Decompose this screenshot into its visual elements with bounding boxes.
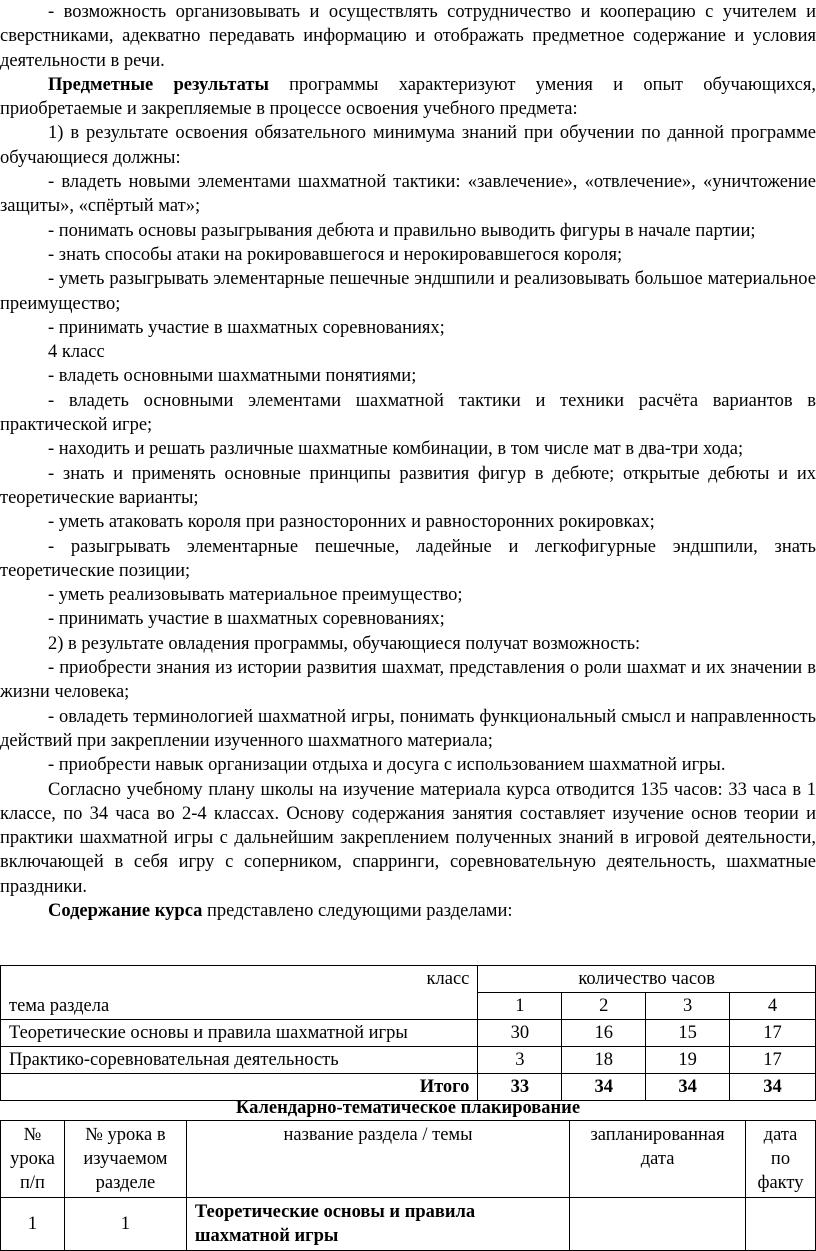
- col-topic: название раздела / темы: [186, 1121, 569, 1198]
- lesson-topic: Теоретические основы и правила шахматной игры: [186, 1198, 569, 1251]
- paragraph: - принимать участие в шахматных соревнованиях;: [48, 317, 445, 338]
- paragraph: - находить и решать различные шахматные комбинации, в том числе мат в два-три хода;: [48, 439, 744, 460]
- row-hours: 17: [730, 1020, 816, 1047]
- paragraph: 1) в результате освоения обязательного минимума знаний при обучении по данной программе обучающиеся должны:: [0, 123, 816, 168]
- grade-2: 2: [562, 993, 646, 1020]
- paragraph: - владеть основными шахматными понятиями;: [48, 366, 417, 387]
- row-hours: 16: [562, 1020, 646, 1047]
- paragraph: Предметные результаты программы характеризуют умения и опыт обучающихся, приобретаемые и закрепляемые в процессе освоения учебного предмета:: [0, 74, 816, 120]
- total-value: 33: [478, 1074, 562, 1101]
- actual-date: [746, 1198, 816, 1251]
- paragraph: - владеть основными элементами шахматной тактики и техники расчёта вариантов в практической игре;: [0, 390, 816, 436]
- grade-4: 4: [730, 993, 816, 1020]
- col-actual-date: дата по факту: [746, 1121, 816, 1198]
- paragraph: Содержание курса представлено следующими разделами:: [48, 900, 513, 921]
- table-row: [1, 1020, 816, 1047]
- total-value: 34: [562, 1074, 646, 1101]
- paragraph: - знать способы атаки на рокировавшегося и нерокировавшегося короля;: [48, 244, 623, 265]
- paragraph: - принимать участие в шахматных соревнованиях;: [48, 609, 445, 630]
- row-topic: Теоретические основы и правила шахматной игры: [1, 1020, 478, 1047]
- calendar-table: [0, 1120, 816, 1251]
- table-row: [1, 1198, 816, 1251]
- paragraph: Согласно учебному плану школы на изучение материала курса отводится 135 часов: 33 часа в 1 классе, по 34 часа во 2-4 классах. Основу содержания занятия составляет изучение основ теории и практики шахматной игры с дальнейшим закреплением полученных знаний в игровой деятельности, включающей в себя игру с соперником, спарринги, соревновательную деятельность, шахматные праздники.: [0, 779, 816, 897]
- row-hours: 30: [478, 1020, 562, 1047]
- total-value: 34: [646, 1074, 730, 1101]
- row-topic: Практико-соревновательная деятельность: [1, 1047, 478, 1074]
- planned-date: [570, 1198, 746, 1251]
- paragraph: - понимать основы разыгрывания дебюта и правильно выводить фигуры в начале партии;: [48, 220, 756, 241]
- paragraph: - знать и применять основные принципы развития фигур в дебюте; открытые дебюты и их теоретические варианты;: [0, 463, 816, 508]
- row-hours: 3: [478, 1047, 562, 1074]
- header-topic: тема раздела: [1, 993, 478, 1020]
- col-planned-date: запланированная дата: [570, 1121, 746, 1198]
- course-content-table: [0, 965, 816, 1101]
- calendar-title: Календарно-тематическое плакирование: [235, 1098, 581, 1118]
- paragraph: - приобрести знания из истории развития шахмат, представления о роли шахмат и их значении в жизни человека;: [0, 658, 816, 703]
- grade-1: 1: [478, 993, 562, 1020]
- paragraph: - уметь разыгрывать элементарные пешечные эндшпили и реализовывать большое материальное преимущество;: [0, 269, 816, 314]
- paragraph: - возможность организовывать и осуществлять сотрудничество и кооперацию с учителем и сверстниками, адекватно передавать информацию и отображать предметное содержание и условия деятельности в речи.: [0, 2, 816, 71]
- paragraph-lead: Предметные результаты: [48, 74, 269, 95]
- paragraph: 4 класс: [48, 342, 105, 363]
- header-hours: количество часов: [478, 966, 816, 993]
- lesson-number: 1: [1, 1198, 65, 1251]
- col-lesson-number: № урока п/п: [1, 1121, 65, 1198]
- col-lesson-in-section: № урока в изучаемом разделе: [64, 1121, 186, 1198]
- row-hours: 19: [646, 1047, 730, 1074]
- lesson-in-section: 1: [64, 1198, 186, 1251]
- header-class: класс: [1, 966, 478, 993]
- paragraph: - уметь реализовывать материальное преимущество;: [48, 585, 463, 606]
- paragraph: - владеть новыми элементами шахматной тактики: «завлечение», «отвлечение», «уничтожение защиты», «спёртый мат»;: [0, 172, 816, 217]
- paragraph: 2) в результате овладения программы, обучающиеся получат возможность:: [48, 633, 641, 654]
- paragraph: - овладеть терминологией шахматной игры, понимать функциональный смысл и направленность действий при закреплении изученного шахматного материала;: [0, 706, 816, 751]
- grade-3: 3: [646, 993, 730, 1020]
- paragraph: - уметь атаковать короля при разносторонних и равносторонних рокировках;: [48, 512, 655, 533]
- paragraph: - разыгрывать элементарные пешечные, ладейные и легкофигурные эндшпили, знать теоретические позиции;: [0, 536, 816, 581]
- row-hours: 17: [730, 1047, 816, 1074]
- total-value: 34: [730, 1074, 816, 1101]
- paragraph: - приобрести навык организации отдыха и досуга с использованием шахматной игры.: [48, 755, 726, 776]
- paragraph-lead: Содержание курса: [48, 900, 203, 921]
- table-row: [1, 1047, 816, 1074]
- row-hours: 18: [562, 1047, 646, 1074]
- total-label: Итого: [1, 1074, 478, 1101]
- row-hours: 15: [646, 1020, 730, 1047]
